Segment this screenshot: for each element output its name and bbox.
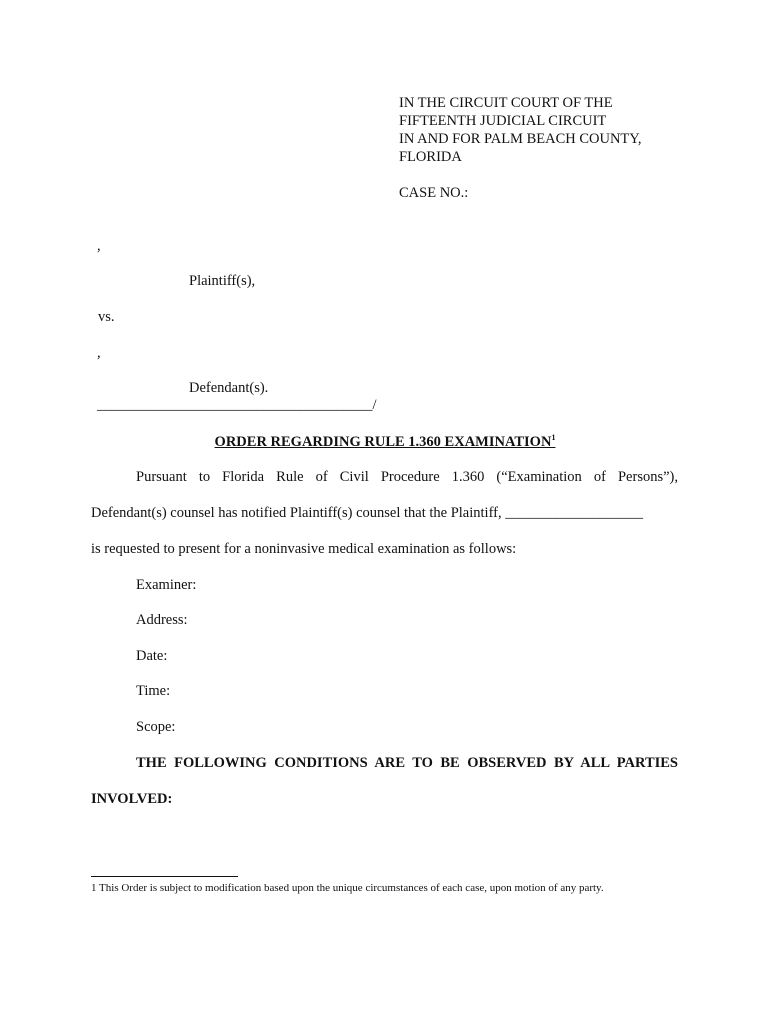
court-heading-line-3: IN AND FOR PALM BEACH COUNTY, <box>399 131 642 147</box>
versus-label: vs. <box>98 309 115 325</box>
caption-separator: ______________________________________/ <box>97 397 377 413</box>
examiner-field-label: Examiner: <box>136 577 197 593</box>
date-field-label: Date: <box>136 648 168 664</box>
defendant-name: , <box>97 345 101 361</box>
conditions-heading-line-2: INVOLVED: <box>91 791 173 807</box>
case-number-label: CASE NO.: <box>399 185 469 201</box>
body-line-3: is requested to present for a noninvasive medical examination as follows: <box>91 541 517 557</box>
defendant-label: Defendant(s). <box>189 380 269 396</box>
plaintiff-label: Plaintiff(s), <box>189 273 256 289</box>
plaintiff-name: , <box>97 238 101 254</box>
body-line-2: Defendant(s) counsel has notified Plaintiff(s) counsel that the Plaintiff, ___________________ <box>91 505 643 521</box>
order-title <box>0 433 770 451</box>
body-line-1: Pursuant to Florida Rule of Civil Procedure 1.360 (“Examination of Persons”), <box>136 469 678 485</box>
time-field-label: Time: <box>136 683 171 699</box>
footnote-divider <box>91 876 238 877</box>
footnote-text: 1 This Order is subject to modification based upon the unique circumstances of each case, upon motion of any party. <box>91 882 604 894</box>
conditions-heading-line-1: THE FOLLOWING CONDITIONS ARE TO BE OBSERVED BY ALL PARTIES <box>136 755 678 771</box>
footnote-reference: 1 <box>551 433 556 442</box>
court-heading-line-1: IN THE CIRCUIT COURT OF THE <box>399 95 613 111</box>
scope-field-label: Scope: <box>136 719 176 735</box>
order-title-text: ORDER REGARDING RULE 1.360 EXAMINATION <box>214 433 552 450</box>
court-heading-line-2: FIFTEENTH JUDICIAL CIRCUIT <box>399 113 607 129</box>
court-heading-line-4: FLORIDA <box>399 149 462 165</box>
address-field-label: Address: <box>136 612 188 628</box>
